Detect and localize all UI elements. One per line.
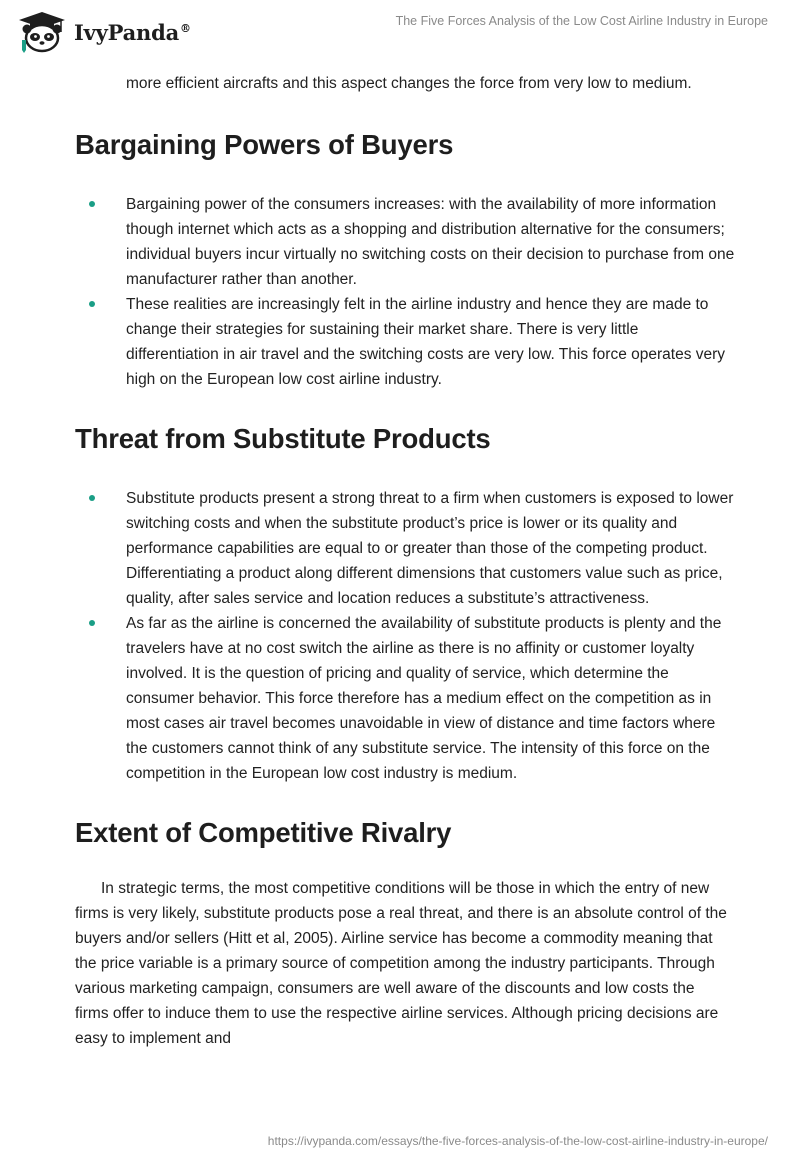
article-body [75, 70, 735, 1051]
bullet-dot-icon [89, 201, 95, 207]
rivalry-paragraph: In strategic terms, the most competitive conditions will be those in which the entry of new firms is very likely, substitute products pose a real threat, and there is an absolute control of the buyers and/or sellers (Hitt et al, 2005). Airline service has become a commodity meaning that the price variable is a primary source of competition among the industry participants. Through various marketing campaign, consumers are well aware of the discounts and low costs the firms offer to induce them to use the respective airline services. Although pricing decisions are easy to implement and [75, 880, 727, 1047]
bullet-dot-icon [89, 495, 95, 501]
brand-name: IvyPanda® [74, 19, 191, 45]
list-item [75, 486, 735, 611]
bullet-list-buyers [75, 192, 735, 392]
list-item [75, 611, 735, 786]
section-heading-rivalry: Extent of Competitive Rivalry [75, 817, 452, 848]
panda-graduate-icon [16, 10, 68, 54]
section-heading-buyers: Bargaining Powers of Buyers [75, 129, 454, 160]
continuation-paragraph: more efficient aircrafts and this aspect changes the force from very low to medium. [126, 75, 692, 92]
bullet-list-substitutes [75, 486, 735, 786]
list-item [75, 292, 735, 392]
list-item-text: Substitute products present a strong threat to a firm when customers is exposed to lower switching costs and when the substitute product’s price is lower or its quality and performance capabilities are equal to or greater than those of the competing product. Differentiating a product along different dimensions that customers value such as price, quality, after sales service and location reduces a substitute’s attractiveness. [126, 490, 734, 607]
document-title: The Five Forces Analysis of the Low Cost Airline Industry in Europe [395, 14, 768, 28]
ivypanda-logo[interactable] [16, 10, 191, 54]
list-item-text: These realities are increasingly felt in the airline industry and hence they are made to change their strategies for sustaining their market share. There is very little differentiation in air travel and the switching costs are very low. This force operates very high on the European low cost airline industry. [126, 296, 726, 388]
list-item [75, 192, 735, 292]
page-header [0, 0, 800, 70]
bullet-dot-icon [89, 620, 95, 626]
registered-mark: ® [180, 21, 191, 35]
section-heading-substitutes: Threat from Substitute Products [75, 423, 491, 454]
list-item-text: Bargaining power of the consumers increases: with the availability of more information though internet which acts as a shopping and distribution alternative for the consumers; individual buyers incur virtually no switching costs on their decision to purchase from one manufacturer rather than another. [126, 196, 735, 288]
source-url[interactable]: https://ivypanda.com/essays/the-five-forces-analysis-of-the-low-cost-airline-industry-in-europe/ [267, 1134, 768, 1148]
bullet-dot-icon [89, 301, 95, 307]
list-item-text: As far as the airline is concerned the availability of substitute products is plenty and the travelers have at no cost switch the airline as there is no affinity or customer loyalty involved. It is the question of pricing and quality of service, which determine the consumer behavior. This force therefore has a medium effect on the competition as in most cases air travel becomes unavoidable in view of distance and time factors where the customers cannot think of any substitute service. The intensity of this force on the competition in the European low cost industry is medium. [126, 615, 722, 782]
